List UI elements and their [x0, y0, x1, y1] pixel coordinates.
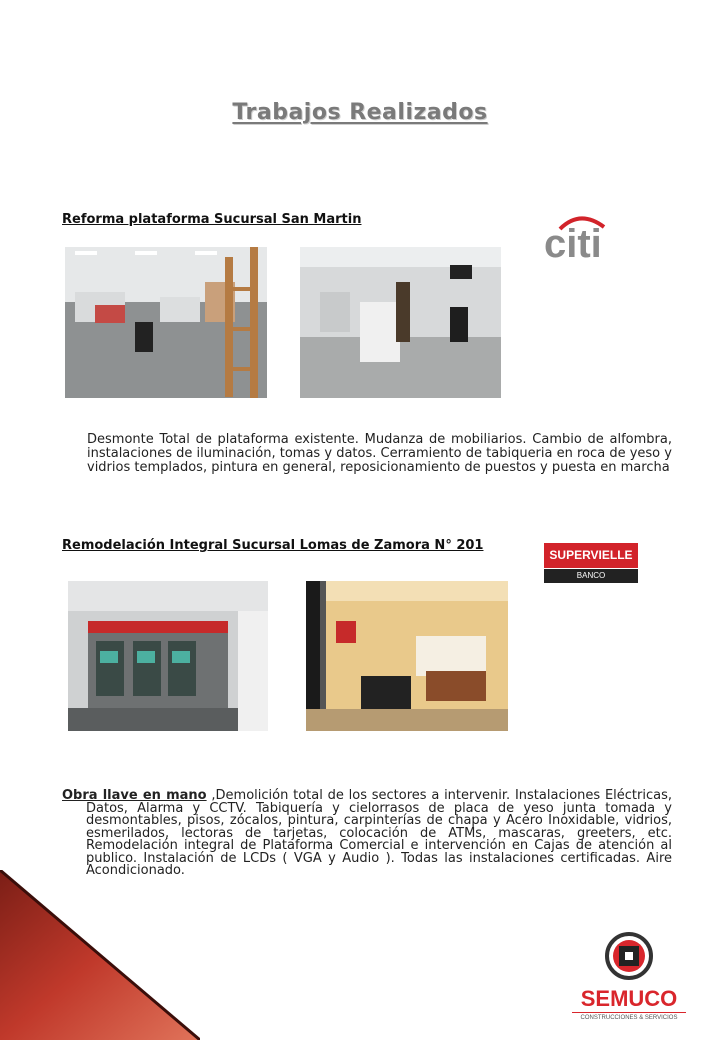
- section-heading-lomas-de-zamora: Remodelación Integral Sucursal Lomas de Zamora N° 201: [62, 538, 484, 553]
- semuco-tagline: CONSTRUCCIONES & SERVICIOS: [572, 1012, 686, 1021]
- section-heading-san-martin: Reforma plataforma Sucursal San Martin: [62, 212, 362, 227]
- lomas-description-text: ,Demolición total de los sectores a intervenir. Instalaciones Eléctricas, Datos, Alarma y CCTV. Tabiquería y cielorrasos de placa de yeso junta tomada y desmontables, pisos, zócalos, pintura, carpinterías de chapa y Acero Inoxidable, vidrios, esmerilados, lectoras de tarjetas, colocación de ATMs, mascaras, greeters, etc. Remodelación integral de Plataforma Comercial e intervención en Cajas de atención al publico. Instalación de LCDs ( VGA y Audio ). Todas las instalaciones certificadas. Aire Acondicionado.: [86, 788, 672, 878]
- supervielle-logo-bottom: BANCO: [544, 569, 638, 583]
- citi-logo: [540, 205, 620, 265]
- semuco-logo: [572, 924, 686, 1024]
- semuco-name: SEMUCO: [580, 986, 678, 1011]
- lomas-lead: Obra llave en mano: [62, 788, 207, 803]
- photo-lomas-interior: [306, 581, 508, 731]
- supervielle-logo-top: SUPERVIELLE: [544, 543, 638, 568]
- photo-san-martin-worker: [300, 247, 501, 398]
- citi-logo-text: citi: [544, 222, 602, 265]
- page-title: Trabajos Realizados: [232, 100, 488, 125]
- san-martin-description: Desmonte Total de plataforma existente. Mudanza de mobiliarios. Cambio de alfombra, instalaciones de iluminación, tomas y datos. Cerramiento de tabiqueria en roca de yeso y vidrios templados, pintura en general, reposicionamiento de puestos y puesta en marcha: [87, 432, 672, 475]
- supervielle-logo: [544, 543, 638, 583]
- lomas-description: [62, 790, 672, 878]
- decorative-wedge: [0, 870, 200, 1040]
- photo-san-martin-office: [65, 247, 267, 398]
- semuco-emblem-icon: [572, 924, 686, 984]
- photo-lomas-atms: [68, 581, 268, 731]
